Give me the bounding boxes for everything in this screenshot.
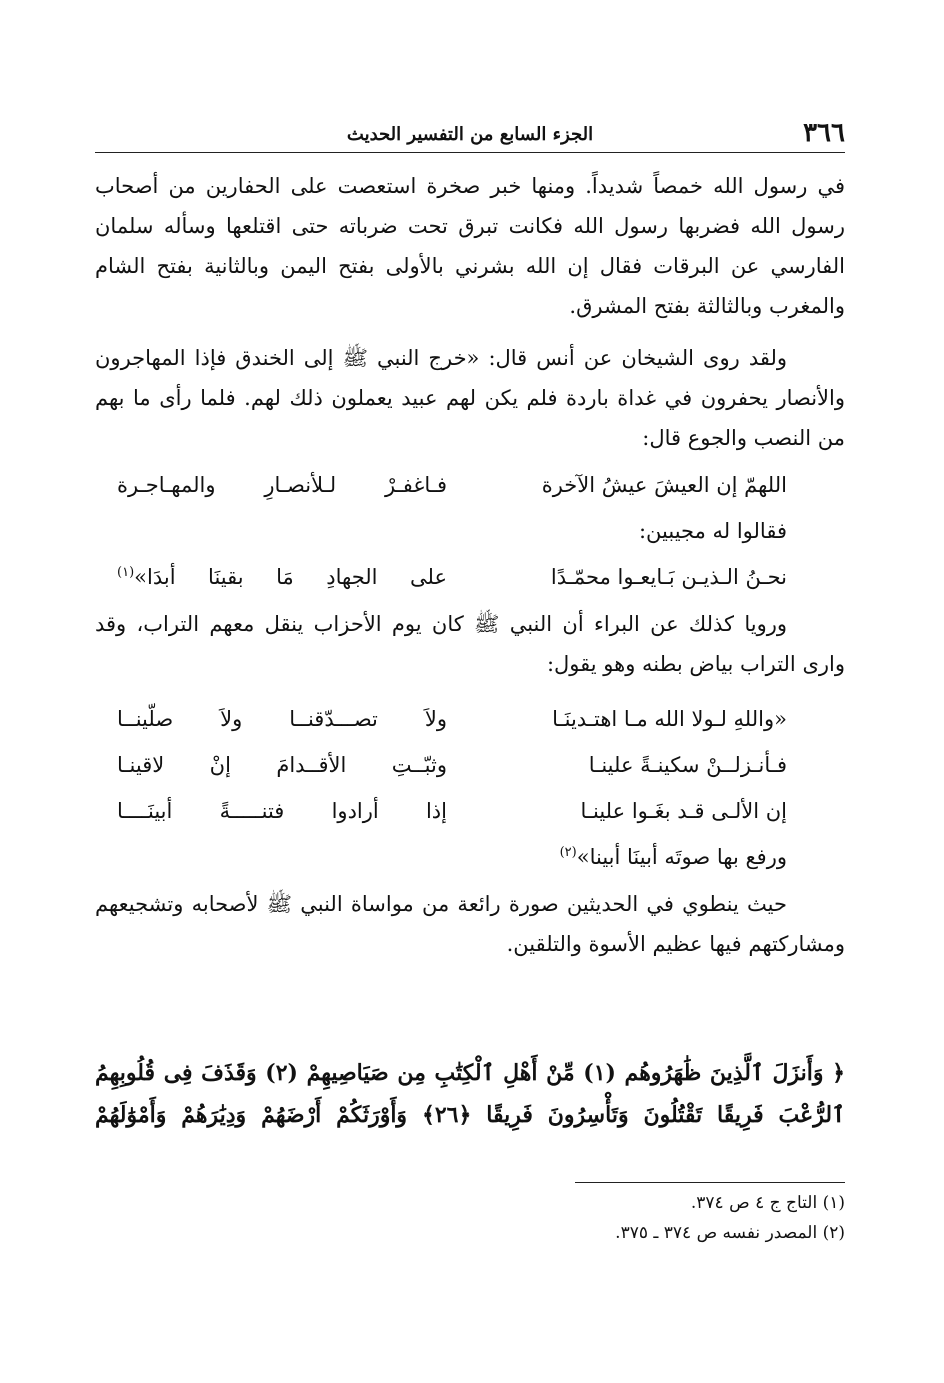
paragraph-1: في رسول الله خمصاً شديداً. ومنها خبر صخرة استعصت على الحفارين من أصحاب رسول الله فضربها رسول الله فكانت تبرق تحت ضرباته حتى اقتلعها وسأله سلمان الفارسي عن البرقات فقال إن الله بشرني بالأولى بفتح اليمن وبالثانية بفتح الشام والمغرب وبالثالثة بفتح المشرق. <box>95 174 845 318</box>
running-title: الجزء السابع من التفسير الحديث <box>346 124 594 145</box>
poem1-verse-1-second-hemistich: فـاغفـرْ لـلأنصـارِ والمهـاجـرة <box>117 473 447 497</box>
poem2-closing <box>95 834 845 880</box>
paragraph-3: ورويا كذلك عن البراء أن النبي ﷺ كان يوم الأحزاب ينقل معهم التراب، وقد وارى التراب بياض بطنه وهو يقول: <box>95 612 845 676</box>
footnote-ref-2: (٢) <box>559 845 577 860</box>
paragraph-2: ولقد روى الشيخان عن أنس قال: «خرج النبي ﷺ إلى الخندق فإذا المهاجرون والأنصار يحفرون في غداة باردة فلم يكن لهم عبيد يعملون ذلك لهم. فلما رأى ما بهم من النصب والجوع قال: <box>95 346 845 450</box>
paragraph-4: حيث ينطوي في الحديثين صورة رائعة من مواساة النبي ﷺ لأصحابه وتشجيعهم ومشاركتهم فيها عظيم الأسوة والتلقين. <box>95 892 845 956</box>
poem1-interlude: فقالوا له مجيبين: <box>638 519 787 543</box>
poem2-verse-3 <box>95 788 845 834</box>
poem2-verse-3-first-hemistich: إن الألـى قـد بغَـوا علينـا <box>580 799 787 823</box>
poem1-verse-1-first-hemistich: اللهمّ إن العيشَ عيشُ الآخرة <box>541 473 787 497</box>
poem2-verse-1-first-hemistich: «واللهِ لـولا الله مـا اهتـدينَـا <box>552 707 787 731</box>
page-header <box>95 118 845 154</box>
poem2-verse-2 <box>95 742 845 788</box>
poem1-verse-1 <box>95 462 845 508</box>
poem2-verse-3-second-hemistich: إذا أرادوا فتنـــــةً أبينَــــا <box>117 799 447 823</box>
poem2-verse-2-second-hemistich: وثبّــتِ الأقــدامَ إنْ لاقينـا <box>117 753 447 777</box>
quran-verse: ﴿ وَأَنزَلَ ٱلَّذِينَ ظَٰهَرُوهُم (١) مِّنْ أَهْلِ ٱلْكِتَٰبِ مِن صَيَاصِيهِمْ (٢) وَقَذَفَ فِى قُلُوبِهِمُ ٱلرُّعْبَ فَرِيقًا تَقْتُلُونَ وَتَأْسِرُونَ فَرِيقًا ﴿٢٦﴾ وَأَوْرَثَكُمْ أَرْضَهُمْ وَدِيَٰرَهُمْ وَأَمْوَٰلَهُمْ <box>95 1060 845 1128</box>
poem1-verse-2-second-hemistich <box>117 554 447 600</box>
poem1-verse-2-second-hemistich-text: على الجهادِ مَا بقينَا أبدَا» <box>134 565 447 589</box>
footnote-2: (٢) المصدر نفسه ص ٣٧٤ ـ ٣٧٥. <box>615 1223 845 1243</box>
book-page <box>95 0 845 1383</box>
body-text <box>95 166 845 964</box>
poem1-verse-2-first-hemistich: نحـنُ الـذيـن بَـايعـوا محمّـدًا <box>550 565 787 589</box>
poem1-verse-2 <box>95 554 845 600</box>
header-rule <box>95 152 845 153</box>
poem2-verse-1-second-hemistich: ولاَ تصـــدّقنــا ولاَ صلّينــا <box>117 707 447 731</box>
footnote-rule <box>575 1182 845 1183</box>
poem2-closing-text: ورفع بها صوتَه أبينَا أبينا» <box>576 845 787 869</box>
footnotes <box>95 1188 845 1248</box>
page-number: ٣٦٦ <box>803 118 845 148</box>
footnote-1: (١) التاج ج ٤ ص ٣٧٤. <box>690 1193 845 1213</box>
poem2-verse-1 <box>95 696 845 742</box>
footnote-ref-1: (١) <box>117 565 135 580</box>
poem2-verse-2-first-hemistich: فـأنـزلــنْ سكينـةً علينـا <box>588 753 787 777</box>
